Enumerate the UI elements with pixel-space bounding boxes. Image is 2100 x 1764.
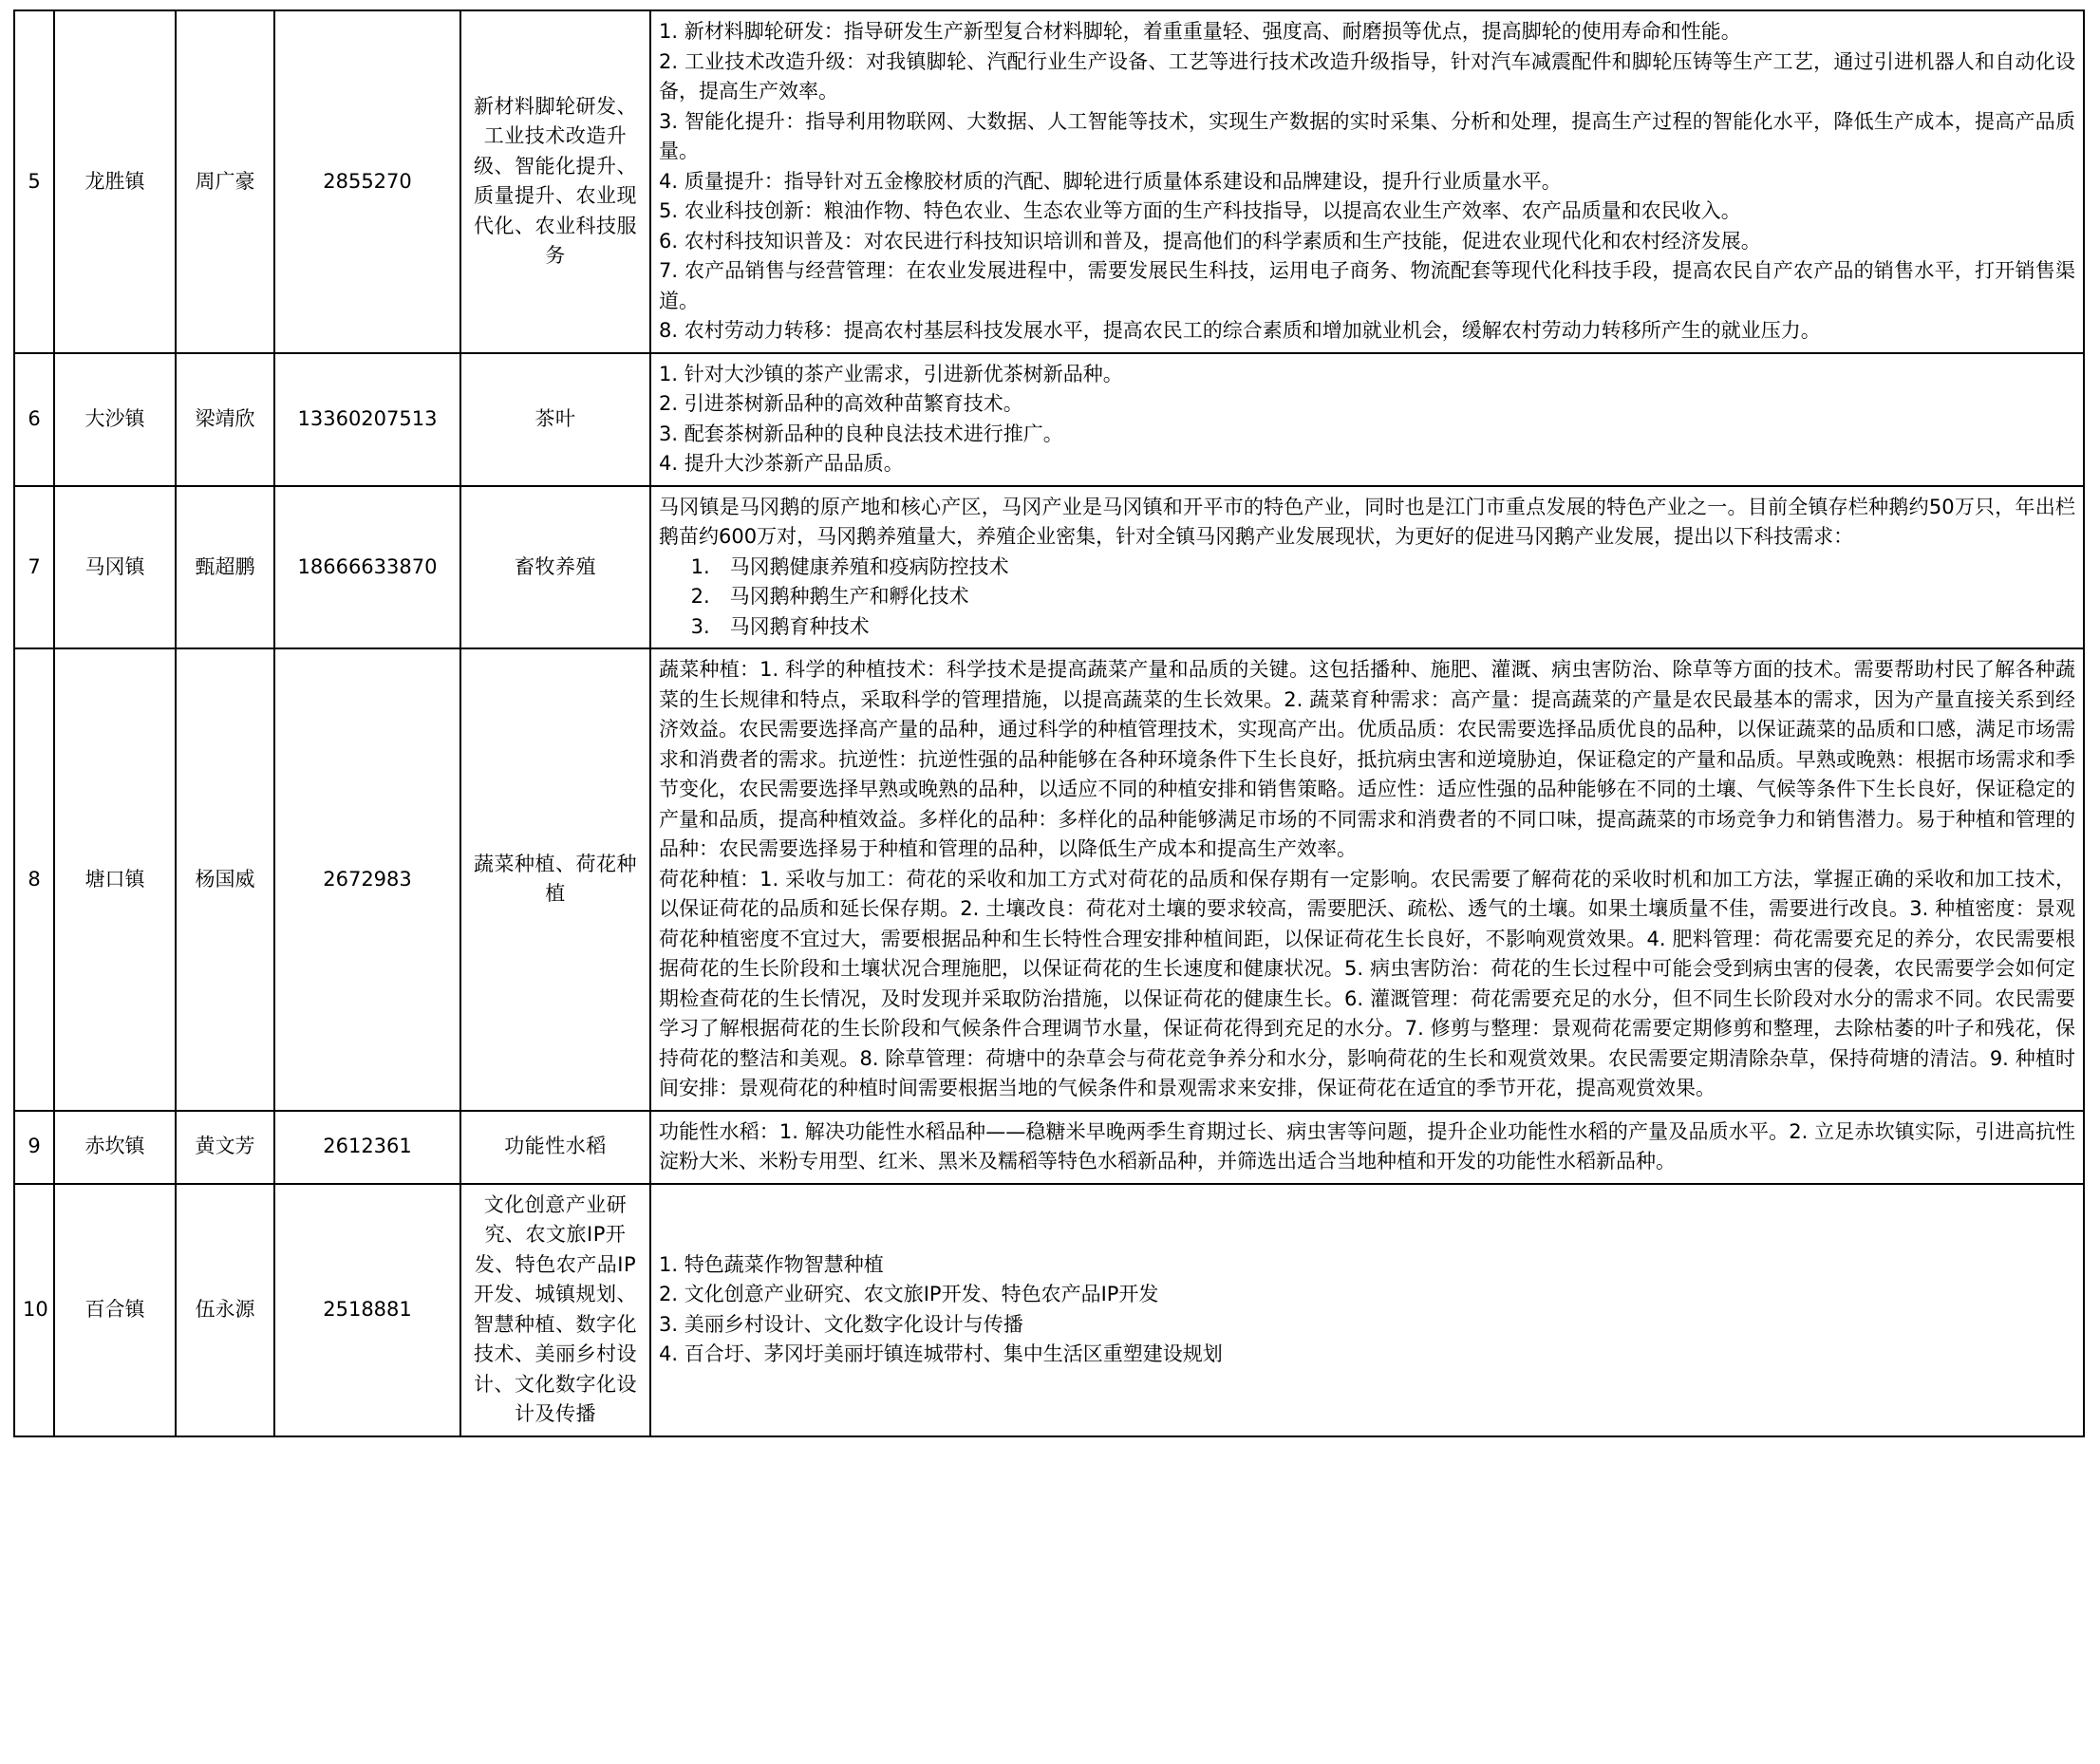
demand-paragraph: 1. 针对大沙镇的茶产业需求，引进新优茶树新品种。 xyxy=(659,362,1123,385)
cell-town: 大沙镇 xyxy=(54,353,176,486)
cell-phone: 2672983 xyxy=(274,648,460,1111)
table-row xyxy=(14,353,2084,486)
cell-index: 9 xyxy=(14,1111,54,1184)
demand-paragraph: 4. 提升大沙茶新产品品质。 xyxy=(659,452,904,475)
table-row xyxy=(14,648,2084,1111)
demand-paragraph: 4. 百合圩、茅冈圩美丽圩镇连城带村、集中生活区重塑建设规划 xyxy=(659,1342,1223,1365)
demand-paragraph: 8. 农村劳动力转移：提高农村基层科技发展水平，提高农民工的综合素质和增加就业机会，缓解农村劳动力转移所产生的就业压力。 xyxy=(659,319,1821,342)
cell-demand xyxy=(650,1184,2084,1436)
cell-field: 蔬菜种植、荷花种植 xyxy=(460,648,650,1111)
cell-person: 伍永源 xyxy=(176,1184,274,1436)
demand-paragraph: 2. 引进茶树新品种的高效种苗繁育技术。 xyxy=(659,392,1023,415)
demand-paragraph: 蔬菜种植：1. 科学的种植技术：科学技术是提高蔬菜产量和品质的关键。这包括播种、施肥、灌溉、病虫害防治、除草等方面的技术。需要帮助村民了解各种蔬菜的生长规律和特点，采取科学的管理措施，以提高蔬菜的生长效果。2. 蔬菜育种需求：高产量：提高蔬菜的产量是农民最基本的需求，因为产量直接关系到经济效益。农民需要选择高产量的品种，通过科学的种植管理技术，实现高产出。优质品质：农民需要选择品质优良的品种，以保证蔬菜的品质和口感，满足市场需求和消费者的需求。抗逆性：抗逆性强的品种能够在各种环境条件下生长良好，抵抗病虫害和逆境胁迫，保证稳定的产量和品质。早熟或晚熟：根据市场需求和季节变化，农民需要选择早熟或晚熟的品种，以适应不同的种植安排和销售策略。适应性：适应性强的品种能够在不同的土壤、气候等条件下生长良好，保证稳定的产量和品质，提高种植效益。多样化的品种：多样化的品种能够满足市场的不同需求和消费者的不同口味，提高蔬菜的市场竞争力和销售潜力。易于种植和管理的品种：农民需要选择易于种植和管理的品种，以降低生产成本和提高生产效率。 xyxy=(659,658,2075,860)
demand-paragraph: 2. 文化创意产业研究、农文旅IP开发、特色农产品IP开发 xyxy=(659,1283,1159,1305)
cell-town: 赤坎镇 xyxy=(54,1111,176,1184)
cell-phone: 2612361 xyxy=(274,1111,460,1184)
demand-paragraph: 2. 马冈鹅种鹅生产和孵化技术 xyxy=(690,585,969,608)
demand-paragraph: 3. 美丽乡村设计、文化数字化设计与传播 xyxy=(659,1312,1023,1336)
cell-phone: 2855270 xyxy=(274,10,460,353)
cell-town: 龙胜镇 xyxy=(54,10,176,353)
table-row xyxy=(14,486,2084,649)
cell-field: 茶叶 xyxy=(460,353,650,486)
demand-paragraph: 1. 特色蔬菜作物智慧种植 xyxy=(659,1252,884,1276)
cell-field: 文化创意产业研究、农文旅IP开发、特色农产品IP开发、城镇规划、智慧种植、数字化技术、美丽乡村设计、文化数字化设计及传播 xyxy=(460,1184,650,1436)
cell-field: 新材料脚轮研发、工业技术改造升级、智能化提升、质量提升、农业现代化、农业科技服务 xyxy=(460,10,650,353)
demand-paragraph: 3. 配套茶树新品种的良种良法技术进行推广。 xyxy=(659,422,1063,445)
cell-phone: 18666633870 xyxy=(274,486,460,649)
cell-demand xyxy=(650,1111,2084,1184)
cell-person: 周广豪 xyxy=(176,10,274,353)
demand-paragraph: 5. 农业科技创新：粮油作物、特色农业、生态农业等方面的生产科技指导，以提高农业生产效率、农产品质量和农民收入。 xyxy=(659,199,1741,222)
cell-person: 梁靖欣 xyxy=(176,353,274,486)
table-row xyxy=(14,1111,2084,1184)
table-row xyxy=(14,10,2084,353)
cell-index: 7 xyxy=(14,486,54,649)
cell-town: 塘口镇 xyxy=(54,648,176,1111)
cell-town: 百合镇 xyxy=(54,1184,176,1436)
cell-index: 6 xyxy=(14,353,54,486)
demand-paragraph: 3. 马冈鹅育种技术 xyxy=(690,614,870,638)
cell-phone: 2518881 xyxy=(274,1184,460,1436)
cell-person: 杨国威 xyxy=(176,648,274,1111)
demand-paragraph: 2. 工业技术改造升级：对我镇脚轮、汽配行业生产设备、工艺等进行技术改造升级指导，针对汽车减震配件和脚轮压铸等生产工艺，通过引进机器人和自动化设备，提高生产效率。 xyxy=(659,49,2075,103)
cell-person: 黄文芳 xyxy=(176,1111,274,1184)
demand-paragraph: 1. 马冈鹅健康养殖和疫病防控技术 xyxy=(690,554,1009,578)
cell-demand xyxy=(650,648,2084,1111)
demand-paragraph: 4. 质量提升：指导针对五金橡胶材质的汽配、脚轮进行质量体系建设和品牌建设，提升行业质量水平。 xyxy=(659,169,1562,193)
cell-person: 甄超鹏 xyxy=(176,486,274,649)
demand-paragraph: 7. 农产品销售与经营管理：在农业发展进程中，需要发展民生科技，运用电子商务、物流配套等现代化科技手段，提高农民自产农产品的销售水平，打开销售渠道。 xyxy=(659,259,2075,312)
demand-table xyxy=(13,9,2085,1437)
cell-demand xyxy=(650,10,2084,353)
table-row xyxy=(14,1184,2084,1436)
cell-index: 8 xyxy=(14,648,54,1111)
demand-paragraph: 3. 智能化提升：指导利用物联网、大数据、人工智能等技术，实现生产数据的实时采集、分析和处理，提高生产过程的智能化水平，降低生产成本，提高产品质量。 xyxy=(659,109,2075,162)
cell-field: 功能性水稻 xyxy=(460,1111,650,1184)
cell-town: 马冈镇 xyxy=(54,486,176,649)
demand-paragraph: 功能性水稻：1. 解决功能性水稻品种——稳糖米早晚两季生育期过长、病虫害等问题，提升企业功能性水稻的产量及品质水平。2. 立足赤坎镇实际，引进高抗性淀粉大米、米粉专用型、红米、黑米及糯稻等特色水稻新品种，并筛选出适合当地种植和开发的功能性水稻新品种。 xyxy=(659,1119,2075,1173)
cell-demand xyxy=(650,486,2084,649)
demand-paragraph: 6. 农村科技知识普及：对农民进行科技知识培训和普及，提高他们的科学素质和生产技能，促进农业现代化和农村经济发展。 xyxy=(659,229,1761,253)
demand-paragraph: 1. 新材料脚轮研发：指导研发生产新型复合材料脚轮，着重重量轻、强度高、耐磨损等优点，提高脚轮的使用寿命和性能。 xyxy=(659,20,1741,43)
demand-paragraph: 马冈镇是马冈鹅的原产地和核心产区，马冈产业是马冈镇和开平市的特色产业，同时也是江门市重点发展的特色产业之一。目前全镇存栏种鹅约50万只，年出栏鹅苗约600万对，马冈鹅养殖量大，养殖企业密集，针对全镇马冈鹅产业发展现状，为更好的促进马冈鹅产业发展，提出以下科技需求： xyxy=(659,495,2075,548)
cell-index: 10 xyxy=(14,1184,54,1436)
cell-phone: 13360207513 xyxy=(274,353,460,486)
cell-index: 5 xyxy=(14,10,54,353)
cell-field: 畜牧养殖 xyxy=(460,486,650,649)
demand-paragraph: 荷花种植：1. 采收与加工：荷花的采收和加工方式对荷花的品质和保存期有一定影响。农民需要了解荷花的采收时机和加工方法，掌握正确的采收和加工技术，以保证荷花的品质和延长保存期。2. 土壤改良：荷花对土壤的要求较高，需要肥沃、疏松、透气的土壤。如果土壤质量不佳，需要进行改良。3. 种植密度：景观荷花种植密度不宜过大，需要根据品种和生长特性合理安排种植间距，以保证荷花生长良好，不影响观赏效果。4. 肥料管理：荷花需要充足的养分，农民需要根据荷花的生长阶段和土壤状况合理施肥，以保证荷花的生长速度和健康状况。5. 病虫害防治：荷花的生长过程中可能会受到病虫害的侵袭，农民需要学会如何定期检查荷花的生长情况，及时发现并采取防治措施，以保证荷花的健康生长。6. 灌溉管理：荷花需要充足的水分，但不同生长阶段对水分的需求不同。农民需要学习了解根据荷花的生长阶段和气候条件合理调节水量，保证荷花得到充足的水分。7. 修剪与整理：景观荷花需要定期修剪和整理，去除枯萎的叶子和残花，保持荷花的整洁和美观。8. 除草管理：荷塘中的杂草会与荷花竞争养分和水分，影响荷花的生长和观赏效果。农民需要定期清除杂草，保持荷塘的清洁。9. 种植时间安排：景观荷花的种植时间需要根据当地的气候条件和景观需求来安排，保证荷花在适宜的季节开花，提高观赏效果。 xyxy=(659,867,2075,1099)
cell-demand xyxy=(650,353,2084,486)
